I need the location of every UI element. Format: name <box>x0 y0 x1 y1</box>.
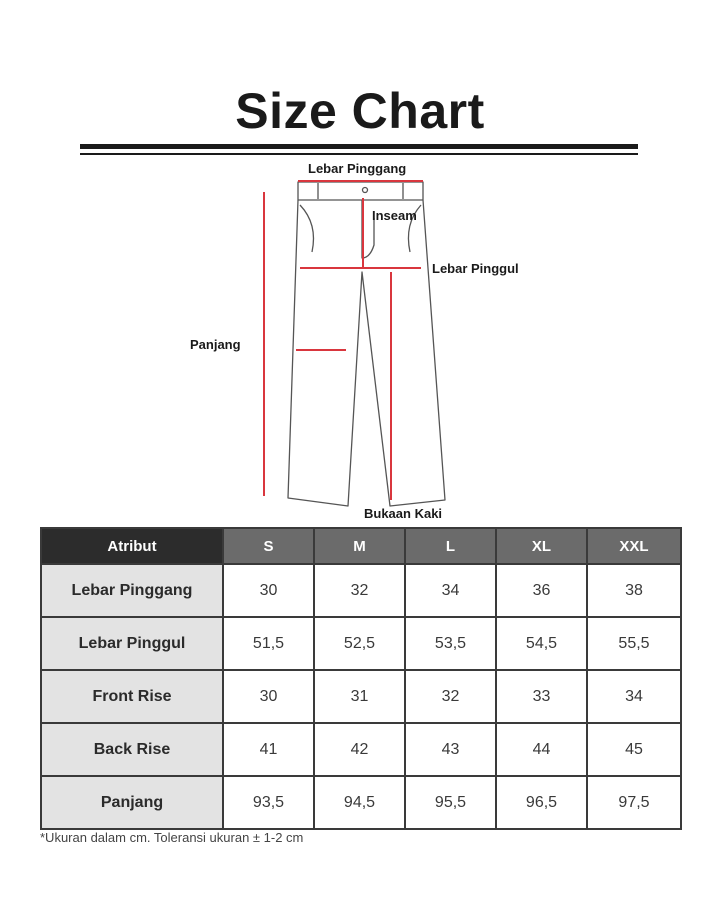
table-cell: 33 <box>496 670 587 723</box>
table-cell: 55,5 <box>587 617 681 670</box>
table-cell: 45 <box>587 723 681 776</box>
table-cell: 41 <box>223 723 314 776</box>
inseam-label: Inseam <box>372 208 417 223</box>
table-cell: 38 <box>587 564 681 617</box>
table-cell: 53,5 <box>405 617 496 670</box>
table-cell: 34 <box>405 564 496 617</box>
table-row <box>41 776 681 829</box>
measurement-lines <box>264 181 423 500</box>
header-size-l: L <box>405 528 496 564</box>
table-cell: 94,5 <box>314 776 405 829</box>
table-cell: 32 <box>405 670 496 723</box>
header-size-s: S <box>223 528 314 564</box>
length-label: Panjang <box>190 337 241 352</box>
table-cell: 44 <box>496 723 587 776</box>
table-cell: 52,5 <box>314 617 405 670</box>
table-cell: 36 <box>496 564 587 617</box>
row-attribute: Front Rise <box>41 670 223 723</box>
table-cell: 51,5 <box>223 617 314 670</box>
tolerance-note: *Ukuran dalam cm. Toleransi ukuran ± 1-2 cm <box>40 830 304 845</box>
row-attribute: Lebar Pinggul <box>41 617 223 670</box>
hip-label: Lebar Pinggul <box>432 261 519 276</box>
table-cell: 31 <box>314 670 405 723</box>
leg-opening-label: Bukaan Kaki <box>364 506 443 521</box>
table-cell: 95,5 <box>405 776 496 829</box>
pants-outline <box>288 182 445 506</box>
table-cell: 32 <box>314 564 405 617</box>
table-cell: 54,5 <box>496 617 587 670</box>
row-attribute: Panjang <box>41 776 223 829</box>
table-row <box>41 670 681 723</box>
table-cell: 93,5 <box>223 776 314 829</box>
table-header-row <box>41 528 681 564</box>
table-cell: 43 <box>405 723 496 776</box>
header-size-m: M <box>314 528 405 564</box>
table-row <box>41 617 681 670</box>
table-row <box>41 723 681 776</box>
table-cell: 34 <box>587 670 681 723</box>
table-cell: 30 <box>223 670 314 723</box>
size-table <box>40 527 682 830</box>
table-cell: 42 <box>314 723 405 776</box>
waist-label: Lebar Pinggang <box>308 161 407 176</box>
table-cell: 97,5 <box>587 776 681 829</box>
row-attribute: Back Rise <box>41 723 223 776</box>
page-title: Size Chart <box>235 83 485 139</box>
table-cell: 96,5 <box>496 776 587 829</box>
header-size-xl: XL <box>496 528 587 564</box>
header-size-xxl: XXL <box>587 528 681 564</box>
table-row <box>41 564 681 617</box>
table-cell: 30 <box>223 564 314 617</box>
row-attribute: Lebar Pinggang <box>41 564 223 617</box>
header-attribute: Atribut <box>41 528 223 564</box>
